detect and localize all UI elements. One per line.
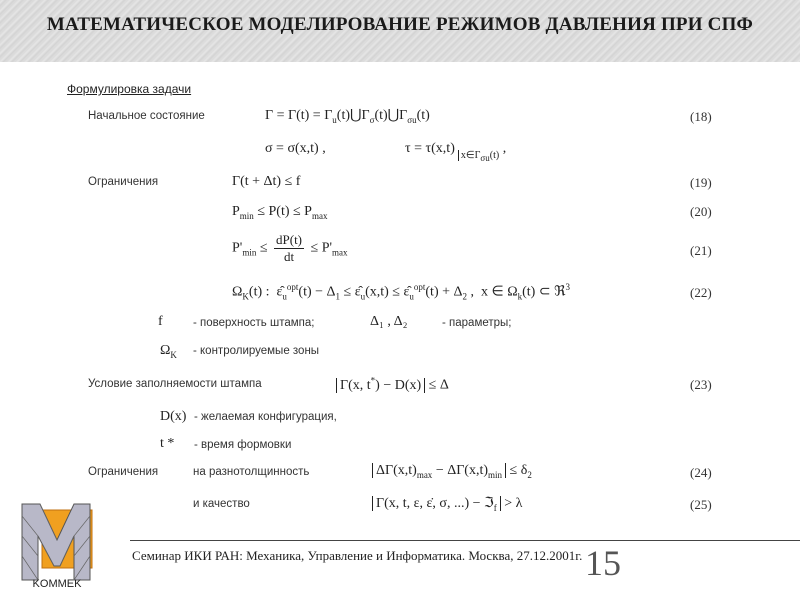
section-title: Формулировка задачи (67, 82, 192, 96)
page-title: МАТЕМАТИЧЕСКОЕ МОДЕЛИРОВАНИЕ РЕЖИМОВ ДАВЛЕНИЯ ПРИ СПФ (46, 14, 754, 35)
quality-label: и качество (193, 498, 250, 510)
f-symbol: f (158, 314, 163, 329)
t-symbol: t * (160, 436, 175, 451)
eq-number-25: (25) (690, 497, 712, 512)
formula-20: $P_{min} \le P(t) \le P_{max}$ (232, 204, 328, 221)
eq-number-23: (23) (690, 377, 712, 392)
eq-number-24: (24) (690, 465, 712, 480)
constraints-label: Ограничения (88, 176, 159, 188)
t-description: - время формовки (194, 439, 292, 451)
formula-22: $\Omega_K(t)$ : $\varepsilon̂_u^{opt}(t) - \Delta_1$ ≤ $\varepsilon̂_u(x,t)$ ≤ $\varepsilon̂_u^{opt}(t) + \Delta_2$ , x ∈ $\Omega_k(t)$ ⊂ ℜ$^3$ (232, 282, 570, 302)
omega-symbol: $\Omega_K$ (160, 343, 177, 360)
D-description: - желаемая конфигурация, (194, 411, 337, 423)
eq-number-18: (18) (690, 109, 712, 124)
formula-18c: τ = τ(x,t) $_{x\in\Gamma_{\sigma u}(t)}$ , (405, 141, 507, 163)
eq-number-20: (20) (690, 204, 712, 219)
initial-state-label: Начальное состояние (88, 110, 205, 122)
omega-description: - контролируемые зоны (193, 345, 320, 357)
thickness-label: на разнотолщинность (193, 466, 310, 478)
D-symbol: D(x) (160, 409, 187, 424)
constraints2-label: Ограничения (88, 466, 159, 478)
formula-23: Γ(x, t*) − D(x) ≤ Δ (336, 375, 449, 394)
delta-symbols: Δ₁ , Δ₂ (370, 314, 408, 329)
footer-divider (130, 540, 800, 541)
logo-text: KOMMEK (32, 578, 82, 590)
f-description: - поверхность штампа; (193, 317, 315, 329)
eq-number-19: (19) (690, 175, 712, 190)
fill-condition-label: Условие заполняемости штампа (88, 378, 262, 390)
page-number: 15 (585, 543, 621, 583)
eq-number-22: (22) (690, 285, 712, 300)
formula-24: $\Delta\Gamma(x,t)_{max} - \Delta\Gamma(x,t)_{min} \le \delta_2$ (372, 463, 532, 480)
formula-18a: $\Gamma = \Gamma(t) = \Gamma_u(t)⋃\Gamma_\sigma(t)⋃\Gamma_{\sigma u}(t)$ (265, 108, 430, 125)
formula-18b: σ = σ(x,t) , (265, 141, 326, 156)
kommek-logo (14, 496, 100, 584)
eq-number-21: (21) (690, 243, 712, 258)
params-description: - параметры; (442, 317, 512, 329)
formula-21: $P'_{min}$ ≤ $\frac{dP(t)}{dt}$ ≤ $P'_{max}$ (232, 232, 348, 264)
footer-text: Семинар ИКИ РАН: Механика, Управление и Информатика. Москва, 27.12.2001г. (132, 548, 583, 563)
formula-19: Γ(t + Δt) ≤ f (232, 174, 301, 189)
formula-25: Γ(x, t, ε, ε̇, σ, ...) − ℑ$_f$ > λ (372, 495, 522, 513)
